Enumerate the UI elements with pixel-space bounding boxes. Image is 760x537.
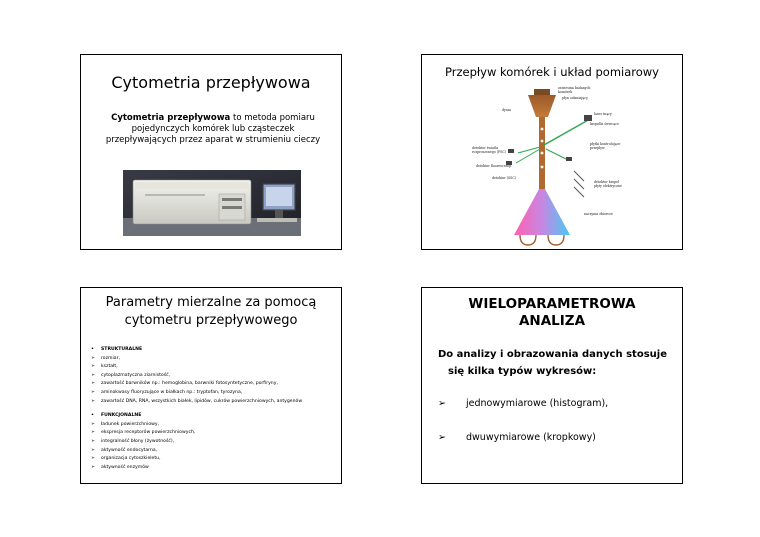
title-line-1: Parametry mierzalne za pomocą [105, 295, 317, 310]
list-item: ➢ jednowymiarowe (histogram), [438, 398, 609, 409]
body-line-2: pojedynczych komórek lub cząsteczek [131, 124, 295, 134]
bullet-icon: • [91, 413, 94, 419]
list-item: ➢ rozmiar, [91, 355, 336, 364]
subtitle-line-1: Do analizy i obrazowania danych stosuje [438, 349, 667, 360]
svg-text:zawiesina badanych: zawiesina badanych [558, 86, 591, 90]
svg-text:detektor światła: detektor światła [472, 146, 499, 150]
list-item: ➢ kształt, [91, 363, 336, 372]
slide-title: Cytometria przepływowa [111, 73, 311, 92]
arrow-bullet-icon: ➢ [91, 389, 95, 395]
slide-title: Przepływ komórek i układ pomiarowy [445, 65, 659, 79]
list-item: ➢ ładunek powierzchniowy, [91, 421, 336, 430]
flow-cytometer-photo [123, 170, 301, 236]
slide-body-text [103, 113, 323, 146]
arrow-bullet-icon: ➢ [438, 398, 446, 409]
arrow-bullet-icon: ➢ [91, 398, 95, 404]
svg-text:dysza: dysza [502, 108, 512, 112]
svg-text:płyn osłaniający: płyn osłaniający [562, 96, 588, 100]
parameter-list [91, 346, 336, 472]
svg-text:przepływ: przepływ [590, 146, 605, 150]
bullet-icon: • [91, 347, 94, 352]
title-line-2: ANALIZA [518, 313, 586, 329]
svg-text:naczynia zbiorcze: naczynia zbiorcze [584, 212, 613, 216]
definition-term: Cytometria przepływowa [111, 113, 231, 123]
svg-text:płyty elektryczne: płyty elektryczne [594, 184, 622, 188]
arrow-bullet-icon: ➢ [91, 421, 95, 427]
section-heading-functional: • FUNKCJONALNE [91, 412, 336, 421]
list-item: ➢ dwuwymiarowe (kropkowy) [438, 432, 596, 443]
slide-cytometria [80, 54, 342, 250]
arrow-bullet-icon: ➢ [438, 432, 446, 443]
arrow-bullet-icon: ➢ [91, 464, 95, 470]
list-item: ➢ zawartość DNA, RNA, wszystkich białek, lipidów, cukrów powierzchniowych, antygenów [91, 398, 336, 407]
slide-wieloparametrowa [421, 287, 683, 484]
list-item: ➢ ekspresja receptorów powierzchniowych, [91, 429, 336, 438]
arrow-bullet-icon: ➢ [91, 364, 95, 370]
body-line-1: to metoda pomiaru [230, 113, 315, 123]
slide-przeplyw [421, 54, 683, 250]
list-item: ➢ organizacja cytoszkieletu, [91, 455, 336, 464]
svg-text:detektor fluorescencji: detektor fluorescencji [476, 164, 512, 168]
svg-text:kropelki świecące: kropelki świecące [590, 122, 619, 126]
list-item: ➢ zawartość barwników np.: hemoglobina, barwniki fotosyntetyczne, porfiryny, [91, 380, 336, 389]
svg-text:komórek: komórek [558, 90, 573, 94]
slide-title [81, 294, 341, 330]
svg-text:laser tnący: laser tnący [594, 112, 612, 116]
svg-text:detektor (SSC): detektor (SSC) [492, 176, 516, 180]
list-item: ➢ cytoplazmatyczna ziarnistość, [91, 372, 336, 381]
flow-measurement-diagram [462, 83, 662, 249]
list-item: ➢ aktywność endocytarna, [91, 447, 336, 456]
svg-text:detektor kropel: detektor kropel [594, 180, 620, 184]
arrow-bullet-icon: ➢ [91, 438, 95, 444]
arrow-bullet-icon: ➢ [91, 456, 95, 462]
list-item: ➢ aktywność enzymów [91, 464, 336, 473]
list-item: ➢ aminokwasy fluoryzujące w białkach np.: tryptofan, tyrozyna, [91, 389, 336, 398]
title-line-2: cytometru przepływowego [124, 313, 298, 328]
arrow-bullet-icon: ➢ [91, 381, 95, 387]
arrow-bullet-icon: ➢ [91, 355, 95, 361]
arrow-bullet-icon: ➢ [91, 430, 95, 436]
list-item: ➢ integralność błony (żywotność), [91, 438, 336, 447]
title-line-1: WIELOPARAMETROWA [468, 296, 636, 312]
svg-text:płytki kontrolujące: płytki kontrolujące [590, 142, 621, 146]
body-line-3: przepływających przez aparat w strumieniu cieczy [105, 135, 321, 145]
arrow-bullet-icon: ➢ [91, 447, 95, 453]
subtitle-line-2: się kilka typów wykresów: [448, 366, 597, 377]
slide-parametry [80, 287, 342, 484]
svg-text:rozproszonego (FSC): rozproszonego (FSC) [472, 150, 507, 154]
slide-subtitle [438, 346, 674, 380]
section-heading-structural: • STRUKTURALNE [91, 346, 336, 355]
slide-title [422, 296, 682, 330]
arrow-bullet-icon: ➢ [91, 372, 95, 378]
